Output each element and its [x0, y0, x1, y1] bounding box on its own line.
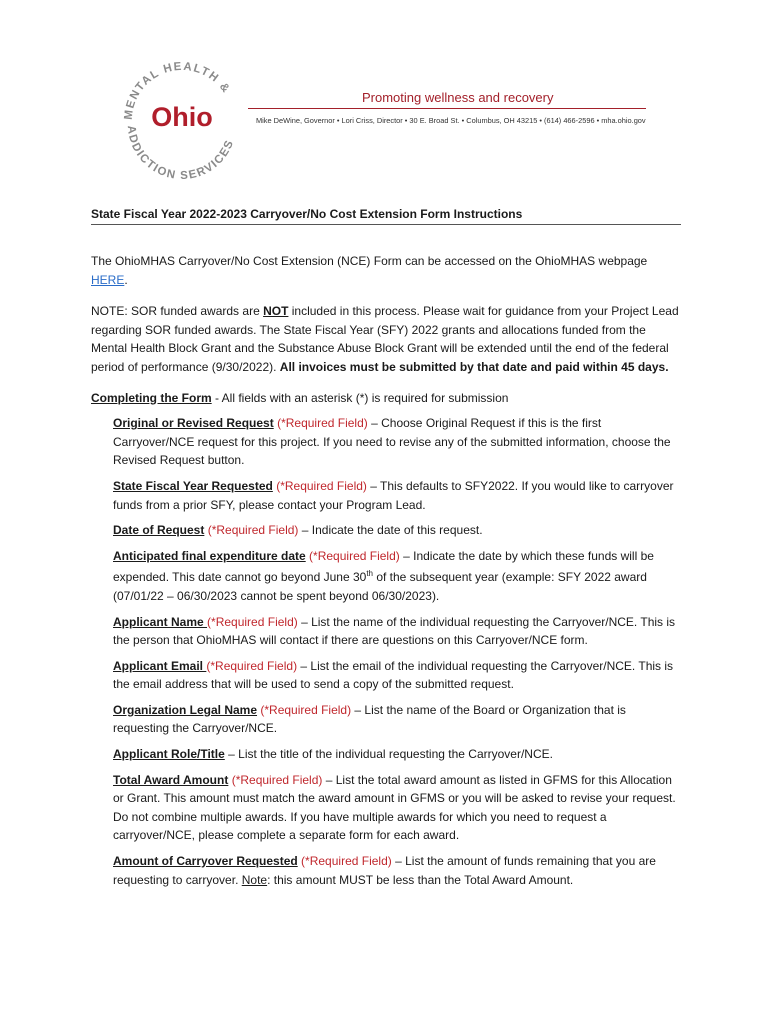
field-total-award-amount: Total Award Amount (*Required Field) – List the total award amount as listed in GFMS for this Allocation or Grant. This amount must match the award amount in GFMS or you will be asked to revise your request. Do not combine multiple awards. If you have multiple awards for which you need to request a carryover/NCE, please complete a separate form for each award. [113, 772, 676, 843]
field-anticipated-expenditure-date: Anticipated final expenditure date (*Required Field) – Indicate the date by which these funds will be expended. This date cannot go beyond June 30th of the subsequent year (example: SFY 2022 award (07/01/22 – 06/30/2023 cannot be spent beyond 06/30/2023). [113, 548, 654, 603]
field-date-of-request: Date of Request (*Required Field) – Indicate the date of this request. [113, 523, 483, 538]
field-applicant-name: Applicant Name (*Required Field) – List the name of the individual requesting the Carryover/NCE. This is the person that OhioMHAS will contact if there are questions on this Carryover/NCE form. [113, 614, 676, 648]
logo-arc-top: MENTAL HEALTH & [122, 60, 233, 121]
field-applicant-email: Applicant Email (*Required Field) – List the email of the individual requesting the Carryover/NCE. This is the email address that will be used to send a copy of the submitted request. [113, 658, 674, 692]
contact-line: Mike DeWine, Governor • Lori Criss, Director • 30 E. Broad St. • Columbus, OH 43215 • (614) 466-2596 • mha.ohio.gov [256, 116, 646, 125]
completing-form-heading: Completing the Form - All fields with an asterisk (*) is required for submission [91, 390, 509, 405]
page-title: State Fiscal Year 2022-2023 Carryover/No Cost Extension Form Instructions [91, 207, 523, 221]
instructions-body [91, 252, 681, 896]
logo-arc-bottom: ADDICTION SERVICES [124, 124, 237, 183]
logo-graphic [112, 46, 252, 186]
note-paragraph: NOTE: SOR funded awards are NOT included in this process. Please wait for guidance from your Project Lead regarding SOR funded awards. The State Fiscal Year (SFY) 2022 grants and allocations funded from the Mental Health Block Grant and the Substance Abuse Block Grant will be extended until the end of the federal period of performance (9/30/2022). All invoices must be submitted by that date and paid within 45 days. [91, 304, 679, 374]
here-link[interactable]: HERE [91, 272, 125, 287]
tagline: Promoting wellness and recovery [362, 90, 554, 105]
logo-ohio-text: Ohio [151, 102, 213, 132]
not-emphasis: NOT [263, 304, 289, 319]
field-amount-of-carryover: Amount of Carryover Requested (*Required Field) – List the amount of funds remaining that you are requesting to carryover. Note: this amount MUST be less than the Total Award Amount. [113, 854, 656, 887]
field-original-request: Original or Revised Request (*Required Field) – Choose Original Request if this is the first Carryover/NCE request for this project. If you need to revise any of the submitted information, choose the Revised Request button. [113, 416, 671, 468]
field-organization-legal-name: Organization Legal Name (*Required Field) – List the name of the Board or Organization that is requesting the Carryover/NCE. [113, 702, 626, 736]
field-applicant-role: Applicant Role/Title – List the title of the individual requesting the Carryover/NCE. [113, 747, 553, 762]
intro-paragraph: The OhioMHAS Carryover/No Cost Extension (NCE) Form can be accessed on the OhioMHAS webpage HERE. [91, 254, 648, 287]
title-underline [91, 224, 681, 225]
ohiomhas-logo [112, 46, 252, 186]
field-state-fiscal-year: State Fiscal Year Requested (*Required Field) – This defaults to SFY2022. If you would like to carryover funds from a prior SFY, please contact your Program Lead. [113, 478, 674, 512]
header-divider [248, 108, 646, 109]
invoice-deadline: All invoices must be submitted by that date and paid within 45 days. [279, 359, 669, 374]
